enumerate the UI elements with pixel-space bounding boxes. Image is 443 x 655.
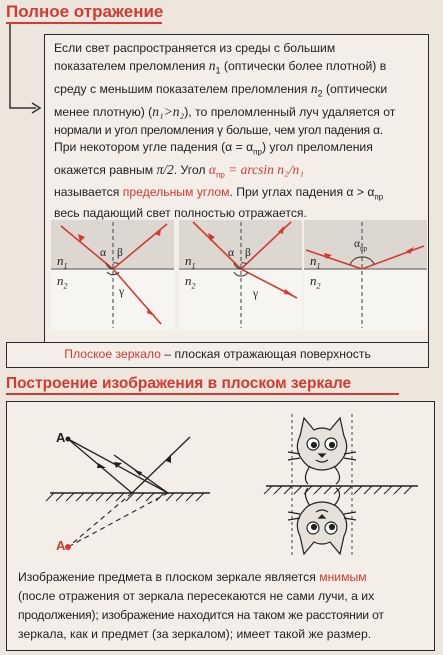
sub-pr: пр [253,147,262,157]
def-text: показателем преломления [54,59,209,74]
object-point [66,437,71,442]
rays-svg [51,220,174,330]
inequality: n₁>n₂ [152,104,185,120]
n1-sub: 1 [215,65,221,76]
gamma-label: γ [119,286,125,298]
def-text: окажется равным [54,162,157,177]
alpha-letter: α [354,238,361,250]
def-line-6 [54,139,426,161]
n-sub: 1 [316,261,321,271]
def-line-9: весь падающий свет полностью отражается. [54,206,307,221]
refraction-diagram-3 [304,220,427,330]
beta-label: β [117,247,123,259]
arrow-head [284,289,293,295]
n2-symbol: n [310,81,318,97]
mirror-text: Изображение предмета в плоском зеркале является [18,570,320,584]
rays-svg [179,220,302,330]
n-letter: n [57,253,64,268]
n-letter: n [310,273,317,288]
sub-pr: пр [374,192,384,202]
n-letter: n [185,253,192,268]
n1-symbol: n [208,58,216,74]
mirror-text-line-1 [18,568,428,587]
def-text: называется [54,184,123,199]
rays [68,437,190,493]
mirror-term: Плоское зеркало [64,347,161,361]
n-letter: n [185,273,192,288]
virtual-extensions [68,493,168,547]
cat-object [288,418,356,484]
n-sub: 2 [63,281,68,291]
n-sub: 1 [191,261,196,271]
mirror-image-text [18,568,428,644]
critical-angle-term: предельным углом [122,184,230,199]
section-title-total-reflection: Полное отражение [6,2,162,24]
def-line-2 [54,57,426,80]
incident-ray [193,222,241,269]
def-line-8 [54,184,426,206]
n1-label [310,253,321,271]
def-text: При некотором угле падения (α = α [54,139,254,154]
def-text: среду с меньшим показателем преломления [54,82,311,97]
def-text: . При углах падения α > α [229,184,375,199]
def-text: (оптически более плотной) в [220,59,387,74]
n1-label [185,253,196,271]
sub-pr: пр [216,170,225,180]
image-point [65,544,71,550]
cat-reflection-diagram [262,406,422,566]
alpha-pr-label [354,238,367,252]
n2-label [185,273,196,291]
reflected-ray [362,246,424,269]
mirror-def-text: – плоская отражающая поверхность [160,347,371,361]
virtual-term: мнимым [319,570,367,584]
def-line-1: Если свет распространяется из среды с большим [54,41,336,55]
n-sub: 1 [63,261,68,271]
mirror-hatching [46,493,204,501]
def-line-3 [54,80,426,103]
ray-construction-diagram [40,415,220,555]
critical-angle-formula: = arcsin n₂/n₁ [224,161,304,177]
alpha-sub: пр [360,244,368,253]
n2-label [57,273,68,291]
n1-label [57,253,68,271]
def-line-5: нормали и угол преломления γ больше, чем угол падения α. [54,122,383,137]
n-sub: 2 [316,281,321,291]
section-title-mirror-image: Построение изображения в плоском зеркале [6,375,399,395]
critical-angle-formula: α [208,161,217,177]
mirror-text-line-4: зеркала, как и предмет (за зеркалом); имеет такой же размер. [18,627,372,641]
alpha-label: α [100,247,107,259]
mirror-text-line-2: (после отражения от зеркала пересекаются не сами лучи, а их [18,589,375,603]
def-text: (оптически [322,82,388,97]
alpha-label: α [228,247,235,259]
beta-label: β [245,247,251,259]
image-a-label: A [56,538,66,553]
n2-sub: 2 [317,88,323,99]
def-text: ) угол преломления [261,139,373,154]
n2-label [310,273,321,291]
cat-image [288,488,356,554]
pi-half: π/2 [156,161,174,177]
refraction-diagram-2 [179,220,302,330]
arrow-head [155,228,161,236]
bracket-connector [6,24,46,124]
refraction-diagram-1 [51,220,174,330]
gamma-label: γ [253,288,259,300]
n-letter: n [310,253,317,268]
def-text: менее плотную) ( [54,105,153,120]
def-text: ), то преломленный луч удаляется от [184,105,396,120]
point-a-label: A [56,430,66,445]
arrow-head [147,308,155,316]
def-text: . Угол [173,162,209,177]
def-line-4 [54,103,426,121]
n-sub: 2 [191,281,196,291]
definition-text [54,40,426,223]
rays-svg [304,220,427,330]
mirror-text-line-3: продолжения); изображение находится на таком же расстоянии от [18,608,384,622]
def-line-7 [54,161,426,184]
mirror-definition-box [6,342,429,368]
n-letter: n [57,273,64,288]
